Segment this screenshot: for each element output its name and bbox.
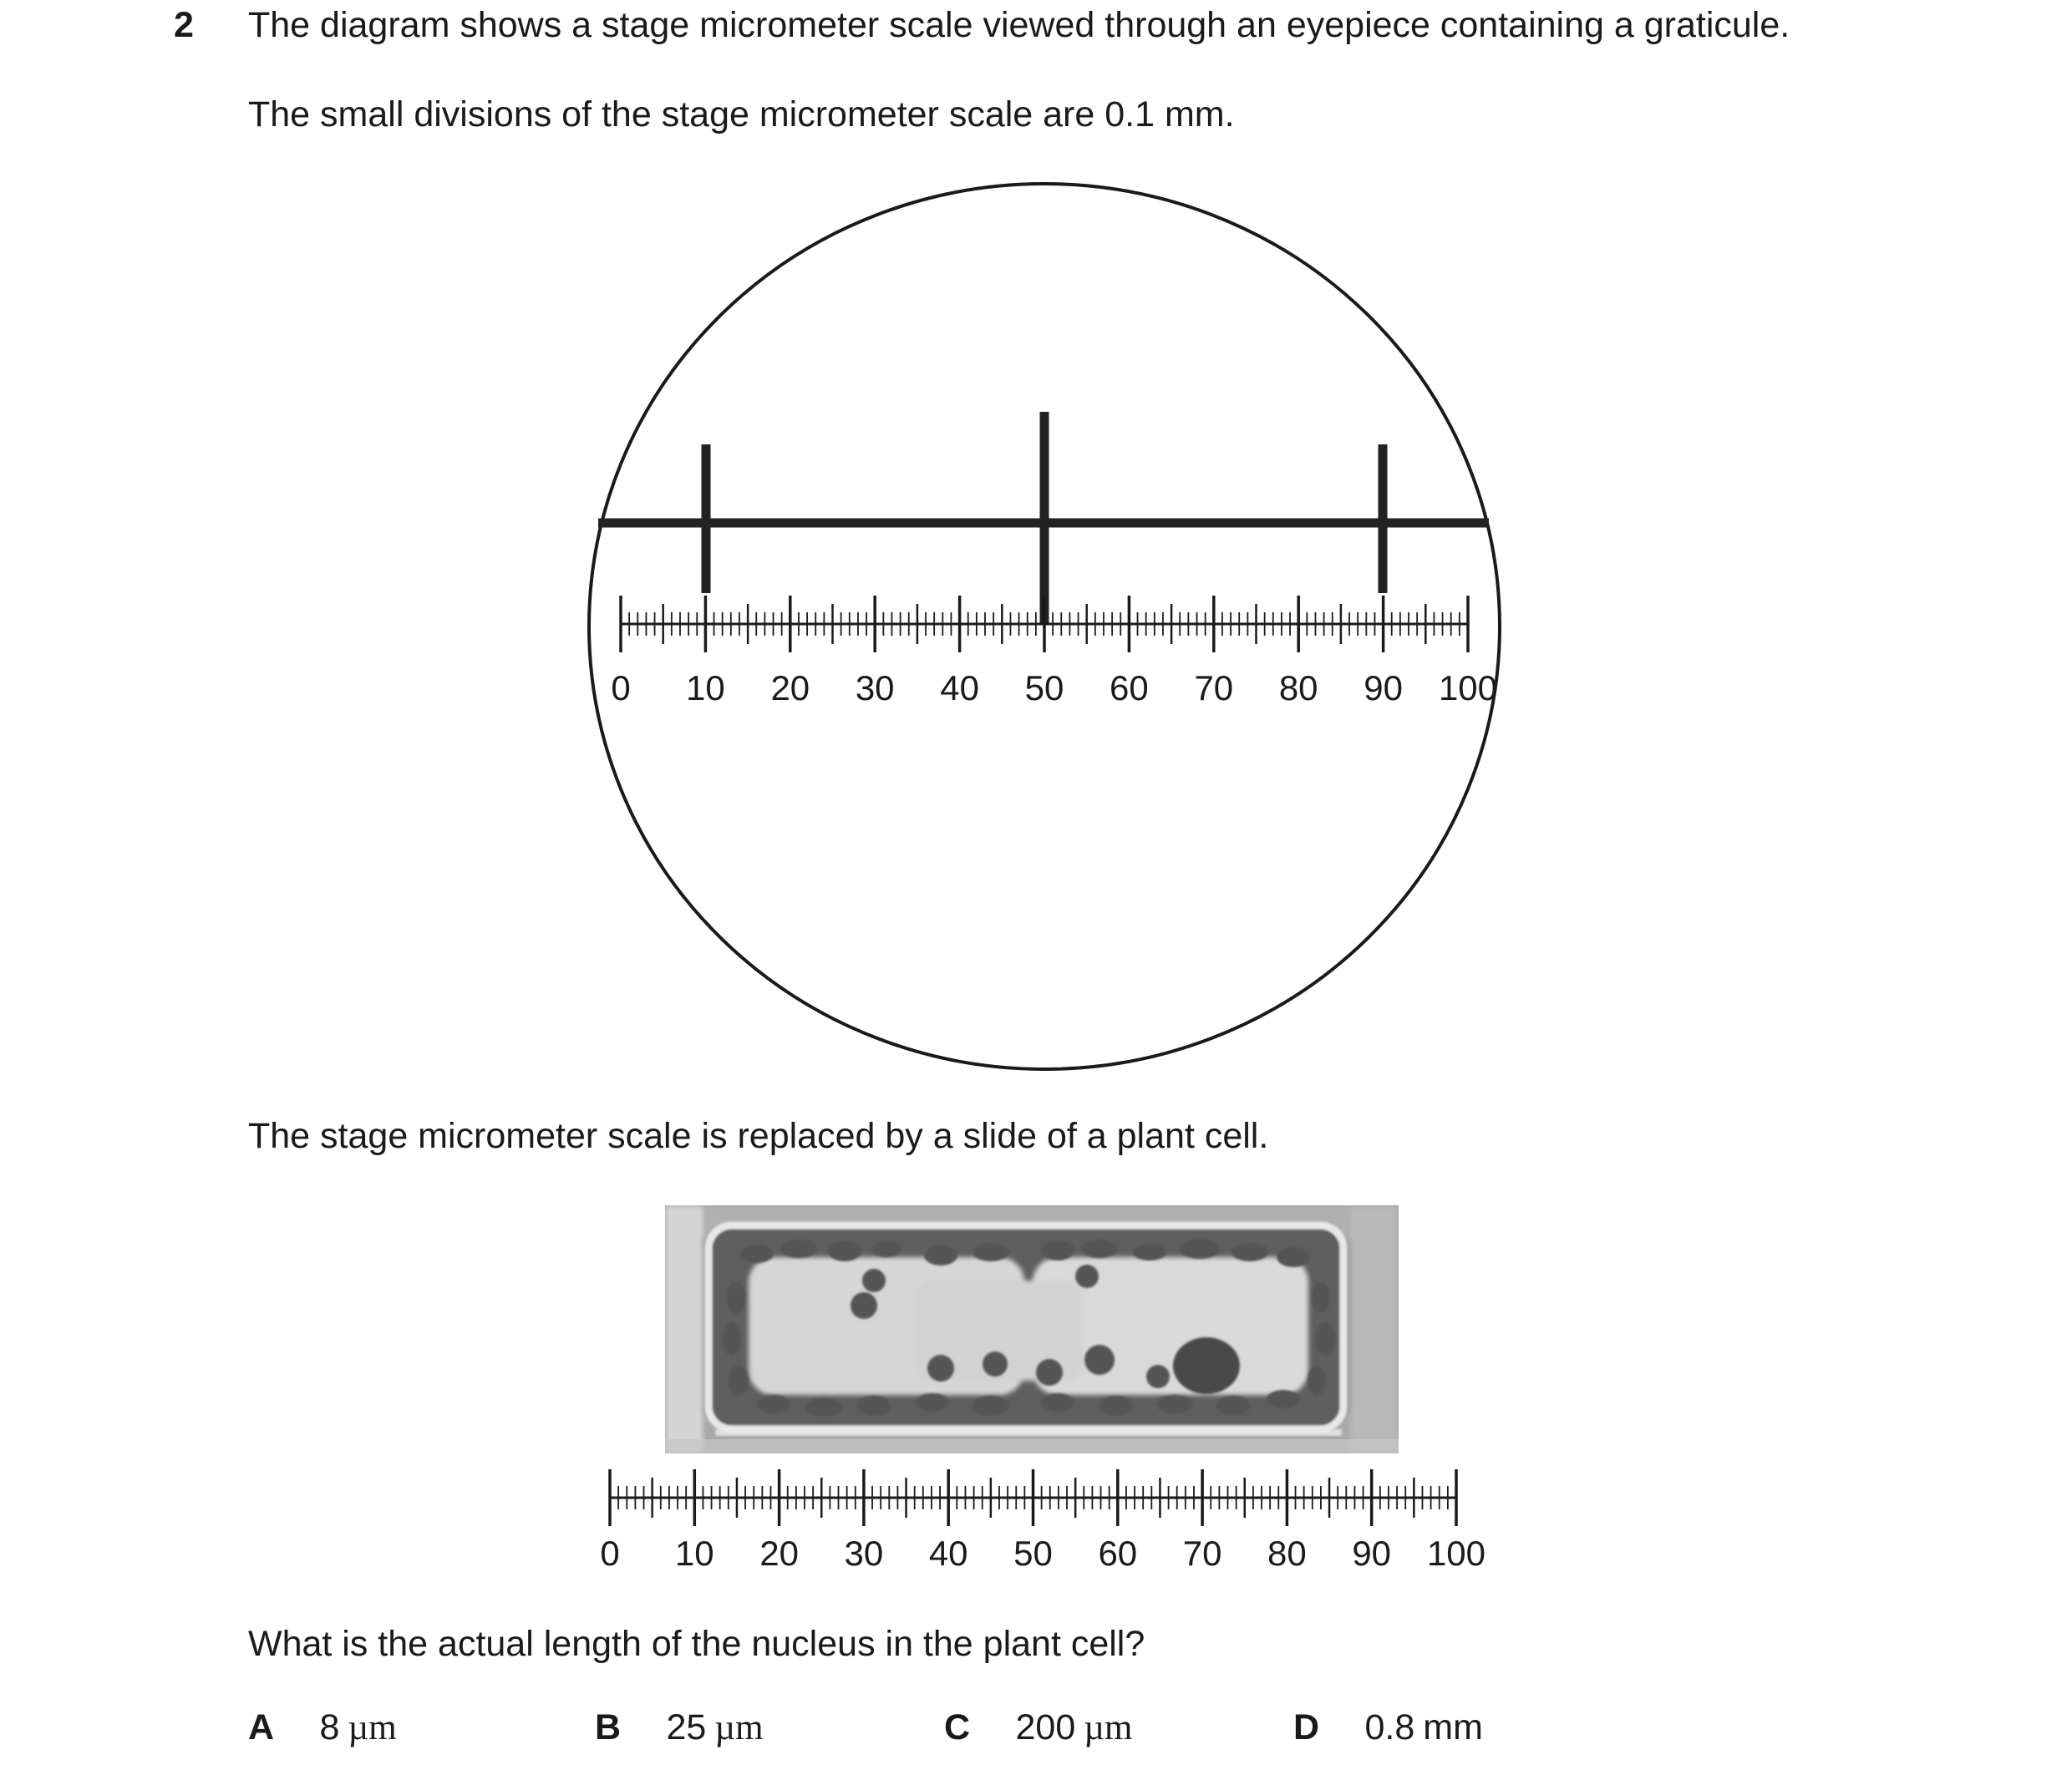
graticule-scale-label: 80 bbox=[1267, 1534, 1307, 1573]
micrometer-scale-label: 60 bbox=[1110, 668, 1149, 707]
option-d-letter: D bbox=[1293, 1707, 1320, 1747]
micrometer-scale-label: 40 bbox=[940, 668, 979, 707]
graticule-scale-label: 90 bbox=[1352, 1534, 1392, 1573]
question-number: 2 bbox=[174, 5, 194, 45]
micrometer-scale-label: 20 bbox=[770, 668, 810, 707]
option-c-letter: C bbox=[944, 1707, 971, 1747]
graticule-scale-label: 20 bbox=[759, 1534, 799, 1573]
micrometer-scale-label: 90 bbox=[1364, 668, 1403, 707]
graticule-scale-label: 30 bbox=[844, 1534, 884, 1573]
question-prompt: What is the actual length of the nucleus in the plant cell? bbox=[248, 1624, 1145, 1664]
graticule-scale-label: 40 bbox=[928, 1534, 968, 1573]
micrometer-scale-label: 30 bbox=[855, 668, 895, 707]
option-c-unit: µm bbox=[1084, 1708, 1133, 1747]
option-d[interactable] bbox=[1293, 1707, 1483, 1748]
slide-description: The stage micrometer scale is replaced by a slide of a plant cell. bbox=[248, 1116, 1269, 1156]
graticule-scale-label: 60 bbox=[1098, 1534, 1138, 1573]
micrometer-scale-label: 80 bbox=[1278, 668, 1318, 707]
option-b-value: 25 bbox=[666, 1707, 707, 1747]
graticule-scale-label: 0 bbox=[600, 1534, 620, 1573]
option-a[interactable] bbox=[248, 1707, 397, 1748]
micrometer-scale-label: 70 bbox=[1194, 668, 1234, 707]
micrometer-scale-label: 0 bbox=[611, 668, 631, 707]
graticule-scale-label: 50 bbox=[1013, 1534, 1053, 1573]
option-a-letter: A bbox=[248, 1707, 275, 1747]
micrometer-scale-label: 10 bbox=[686, 668, 725, 707]
micrometer-division-note: The small divisions of the stage micrometer scale are 0.1 mm. bbox=[248, 94, 1235, 134]
question-intro: The diagram shows a stage micrometer scale viewed through an eyepiece containing a graticule. bbox=[248, 5, 1790, 45]
nucleus bbox=[1173, 1337, 1240, 1394]
option-d-value: 0.8 bbox=[1364, 1707, 1415, 1747]
micrometer-scale-label: 50 bbox=[1024, 668, 1064, 707]
option-c-value: 200 bbox=[1015, 1707, 1076, 1747]
micrometer-scale-label: 100 bbox=[1438, 668, 1498, 707]
graticule-scale-label: 70 bbox=[1182, 1534, 1222, 1573]
option-d-unit: mm bbox=[1423, 1707, 1483, 1747]
stage-micrometer-scale bbox=[611, 596, 1497, 707]
eyepiece-graticule-scale bbox=[600, 1469, 1485, 1573]
option-c[interactable] bbox=[944, 1707, 1133, 1748]
option-b-letter: B bbox=[595, 1707, 622, 1747]
graticule-scale-label: 10 bbox=[674, 1534, 714, 1573]
option-b-unit: µm bbox=[714, 1708, 764, 1747]
plant-cell-micrograph bbox=[665, 1205, 1399, 1453]
option-a-unit: µm bbox=[348, 1708, 397, 1747]
eyepiece-graticule-scale-svg bbox=[0, 1453, 2072, 1579]
option-a-value: 8 bbox=[319, 1707, 340, 1747]
option-b[interactable] bbox=[595, 1707, 764, 1748]
graticule-scale-label: 100 bbox=[1426, 1534, 1486, 1573]
